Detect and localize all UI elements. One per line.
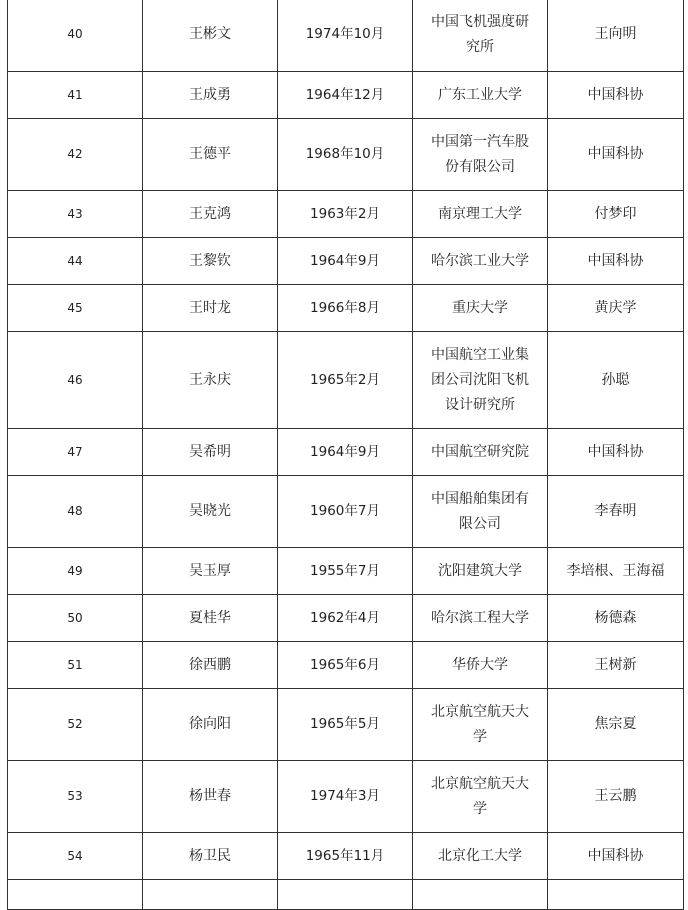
cell-name: 杨世春 <box>143 761 278 833</box>
cell-name: 徐向阳 <box>143 689 278 761</box>
cell-organization: 北京航空航天大学 <box>413 761 548 833</box>
candidate-table-body <box>8 0 684 910</box>
cell-organization: 中国第一汽车股份有限公司 <box>413 119 548 191</box>
cell-index: 48 <box>8 476 143 548</box>
cell-recommender: 焦宗夏 <box>548 689 684 761</box>
cell-organization: 北京航空航天大学 <box>413 689 548 761</box>
cell-recommender: 中国科协 <box>548 119 684 191</box>
table-row <box>8 642 684 689</box>
cell-index: 44 <box>8 238 143 285</box>
cell-name: 杨卫民 <box>143 833 278 880</box>
cell-index: 50 <box>8 595 143 642</box>
cell-recommender: 孙聪 <box>548 332 684 429</box>
cell-index: 41 <box>8 72 143 119</box>
cell-organization: 哈尔滨工业大学 <box>413 238 548 285</box>
candidate-table <box>7 0 684 910</box>
cell-organization: 中国航空工业集团公司沈阳飞机设计研究所 <box>413 332 548 429</box>
cell-recommender: 中国科协 <box>548 833 684 880</box>
cell-name: 王克鸿 <box>143 191 278 238</box>
cell-name: 王黎钦 <box>143 238 278 285</box>
cell-birth-date: 1963年2月 <box>278 191 413 238</box>
cell-organization: 广东工业大学 <box>413 72 548 119</box>
table-row <box>8 880 684 910</box>
cell-birth-date: 1965年5月 <box>278 689 413 761</box>
table-row <box>8 833 684 880</box>
cell-index: 47 <box>8 429 143 476</box>
cell-index: 49 <box>8 548 143 595</box>
cell-recommender: 王向明 <box>548 0 684 72</box>
cell-organization: 哈尔滨工程大学 <box>413 595 548 642</box>
cell-birth-date: 1968年10月 <box>278 119 413 191</box>
cell-name: 王德平 <box>143 119 278 191</box>
cell-birth-date: 1974年10月 <box>278 0 413 72</box>
cell-recommender <box>548 880 684 910</box>
cell-recommender: 王云鹏 <box>548 761 684 833</box>
cell-name: 吴希明 <box>143 429 278 476</box>
cell-birth-date: 1960年7月 <box>278 476 413 548</box>
cell-organization: 重庆大学 <box>413 285 548 332</box>
cell-recommender: 中国科协 <box>548 429 684 476</box>
cell-name: 吴晓光 <box>143 476 278 548</box>
cell-name: 王时龙 <box>143 285 278 332</box>
cell-index: 52 <box>8 689 143 761</box>
cell-recommender: 李春明 <box>548 476 684 548</box>
table-row <box>8 238 684 285</box>
table-row <box>8 0 684 72</box>
cell-index: 54 <box>8 833 143 880</box>
cell-organization: 中国船舶集团有限公司 <box>413 476 548 548</box>
cell-index: 51 <box>8 642 143 689</box>
cell-organization: 沈阳建筑大学 <box>413 548 548 595</box>
cell-index: 46 <box>8 332 143 429</box>
cell-organization: 华侨大学 <box>413 642 548 689</box>
table-row <box>8 285 684 332</box>
table-row <box>8 429 684 476</box>
cell-recommender: 杨德森 <box>548 595 684 642</box>
table-row <box>8 72 684 119</box>
cell-organization: 北京化工大学 <box>413 833 548 880</box>
table-row <box>8 689 684 761</box>
table-row <box>8 548 684 595</box>
cell-organization: 中国航空研究院 <box>413 429 548 476</box>
cell-birth-date <box>278 880 413 910</box>
cell-name: 徐西鹏 <box>143 642 278 689</box>
cell-name: 王永庆 <box>143 332 278 429</box>
cell-name: 夏桂华 <box>143 595 278 642</box>
cell-recommender: 中国科协 <box>548 72 684 119</box>
cell-birth-date: 1965年2月 <box>278 332 413 429</box>
cell-recommender: 付梦印 <box>548 191 684 238</box>
cell-birth-date: 1964年9月 <box>278 238 413 285</box>
cell-index: 43 <box>8 191 143 238</box>
cell-birth-date: 1955年7月 <box>278 548 413 595</box>
candidate-list <box>7 0 683 910</box>
table-row <box>8 595 684 642</box>
cell-name: 吴玉厚 <box>143 548 278 595</box>
cell-birth-date: 1964年12月 <box>278 72 413 119</box>
cell-organization: 中国飞机强度研究所 <box>413 0 548 72</box>
cell-index: 40 <box>8 0 143 72</box>
cell-birth-date: 1962年4月 <box>278 595 413 642</box>
cell-organization: 南京理工大学 <box>413 191 548 238</box>
cell-birth-date: 1966年8月 <box>278 285 413 332</box>
table-row <box>8 332 684 429</box>
cell-organization <box>413 880 548 910</box>
cell-name: 王成勇 <box>143 72 278 119</box>
table-row <box>8 191 684 238</box>
cell-name: 王彬文 <box>143 0 278 72</box>
table-row <box>8 119 684 191</box>
table-row <box>8 761 684 833</box>
cell-index: 45 <box>8 285 143 332</box>
cell-birth-date: 1965年6月 <box>278 642 413 689</box>
cell-name <box>143 880 278 910</box>
cell-index: 53 <box>8 761 143 833</box>
cell-birth-date: 1974年3月 <box>278 761 413 833</box>
table-row <box>8 476 684 548</box>
cell-recommender: 黄庆学 <box>548 285 684 332</box>
cell-recommender: 中国科协 <box>548 238 684 285</box>
cell-recommender: 王树新 <box>548 642 684 689</box>
cell-birth-date: 1964年9月 <box>278 429 413 476</box>
cell-recommender: 李培根、王海福 <box>548 548 684 595</box>
cell-index: 42 <box>8 119 143 191</box>
cell-index <box>8 880 143 910</box>
cell-birth-date: 1965年11月 <box>278 833 413 880</box>
